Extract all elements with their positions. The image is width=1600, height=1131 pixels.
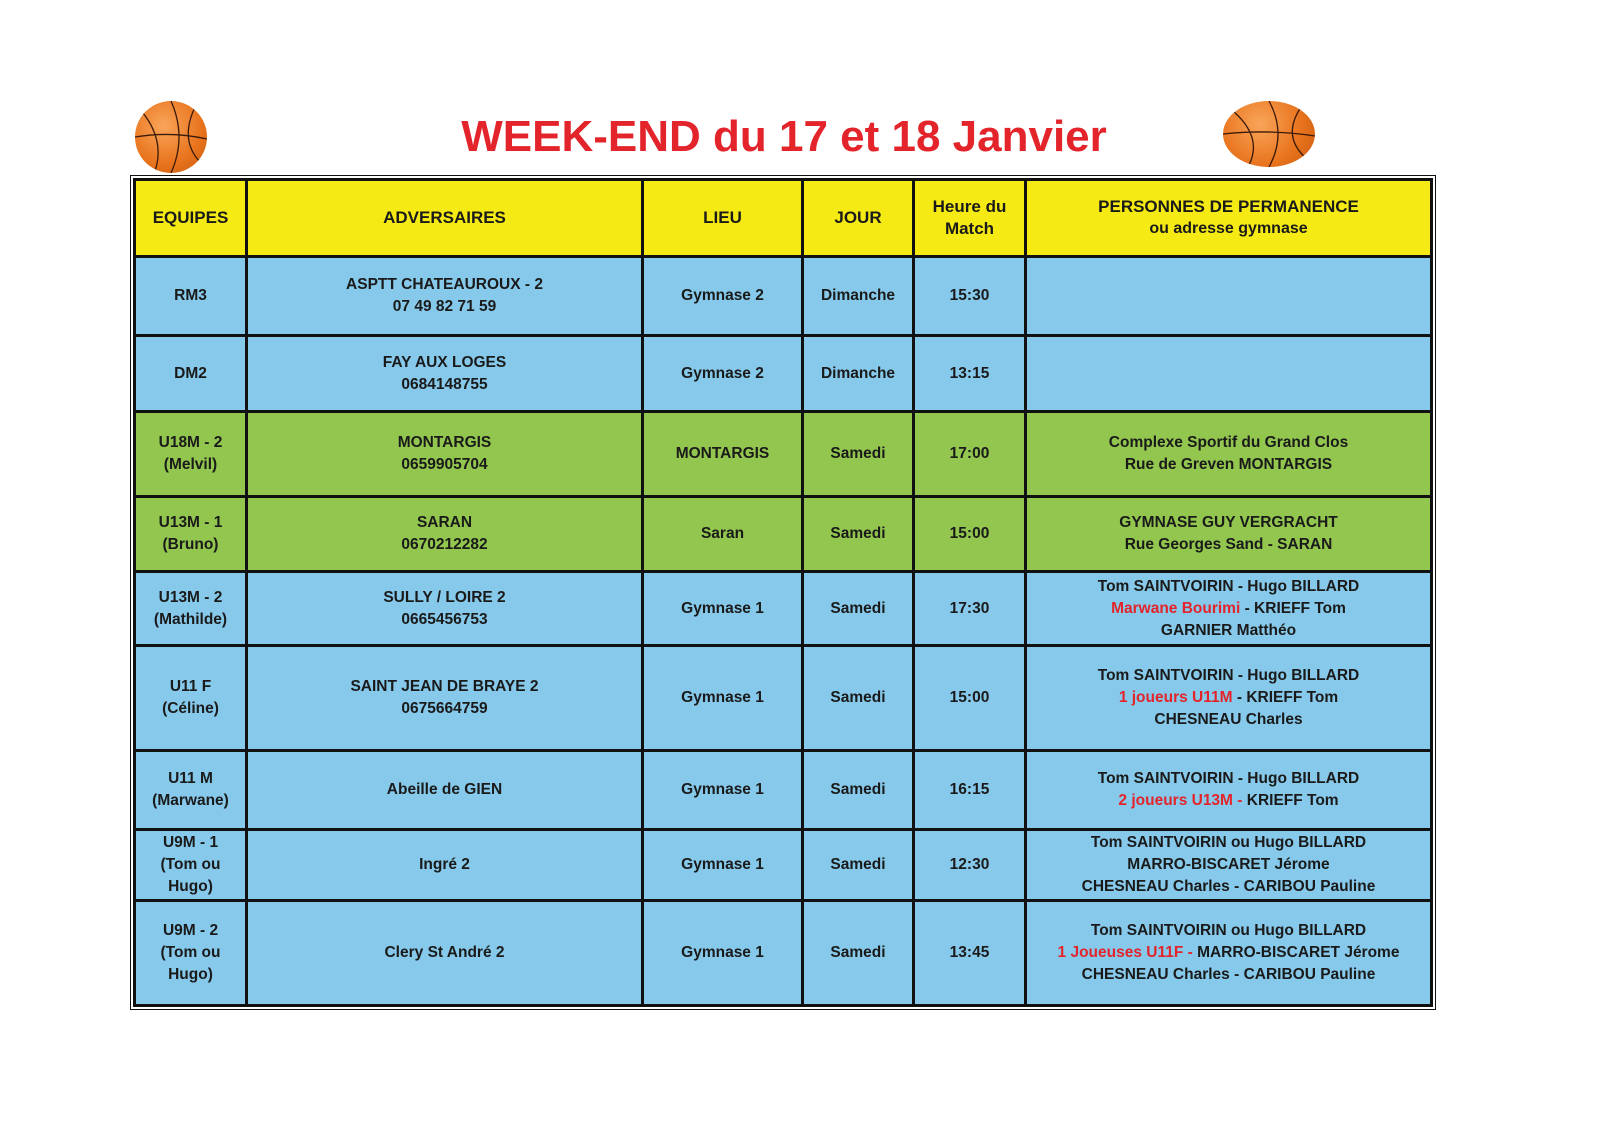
cell-lieu: Gymnase 1 [643, 646, 803, 751]
name-text: MARRO-BISCARET Jérome [1197, 944, 1400, 961]
equipe-line: U9M - 1 [162, 834, 219, 851]
cell-jour: Samedi [803, 497, 914, 572]
name-text: MARRO-BISCARET Jérome [1127, 856, 1330, 873]
header-heure-line: Heure du [932, 197, 1007, 216]
cell-adversaire [247, 572, 643, 646]
name-text: Tom SAINTVOIRIN - Hugo BILLARD [1097, 577, 1360, 595]
cell-heure: 15:30 [914, 257, 1026, 336]
adversaire-line: MONTARGIS [397, 434, 492, 451]
cell-permanence [1026, 751, 1432, 830]
equipe-line: U13M - 2 [158, 588, 223, 606]
header-permanence-line: PERSONNES DE PERMANENCE [1098, 197, 1359, 216]
equipe-line: (Marwane) [152, 792, 229, 809]
cell-permanence [1026, 830, 1432, 901]
cell-heure: 15:00 [914, 646, 1026, 751]
cell-adversaire [247, 751, 643, 830]
cell-jour: Samedi [803, 646, 914, 751]
adversaire-line: SARAN [416, 514, 473, 531]
cell-heure: 15:00 [914, 497, 1026, 572]
header-adversaires: ADVERSAIRES [247, 180, 643, 257]
permanence-line [1031, 687, 1426, 709]
permanence-line [1031, 832, 1426, 854]
cell-permanence [1026, 646, 1432, 751]
header-heure-line: Match [944, 219, 995, 238]
table-row [135, 901, 1432, 1006]
cell-jour: Dimanche [803, 336, 914, 412]
cell-equipe [135, 901, 247, 1006]
cell-equipe [135, 751, 247, 830]
table-row [135, 646, 1432, 751]
cell-lieu: MONTARGIS [643, 412, 803, 497]
cell-equipe [135, 646, 247, 751]
cell-permanence [1026, 257, 1432, 336]
permanence-line [1031, 790, 1426, 812]
cell-jour: Samedi [803, 830, 914, 901]
cell-permanence [1026, 412, 1432, 497]
table-row [135, 497, 1432, 572]
cell-equipe [135, 412, 247, 497]
cell-permanence [1026, 901, 1432, 1006]
cell-jour: Samedi [803, 412, 914, 497]
name-text: Tom SAINTVOIRIN ou Hugo BILLARD [1090, 922, 1367, 939]
adversaire-line: 0665456753 [401, 610, 488, 628]
adversaire-line: 0675664759 [401, 700, 488, 717]
permanence-line [1031, 920, 1426, 942]
name-text: GYMNASE GUY VERGRACHT [1119, 514, 1338, 531]
highlighted-name: Marwane Bourimi [1111, 599, 1241, 617]
name-text: - KRIEFF Tom [1232, 689, 1339, 706]
permanence-line [1031, 942, 1426, 964]
cell-jour: Dimanche [803, 257, 914, 336]
equipe-line: U18M - 2 [158, 434, 223, 451]
equipe-line: (Bruno) [162, 536, 219, 553]
equipe-line: U11 F [169, 678, 212, 695]
adversaire-line: 0684148755 [401, 375, 488, 393]
name-text: Rue Georges Sand - SARAN [1124, 536, 1333, 553]
name-text: KRIEFF Tom [1246, 792, 1339, 809]
name-text: Tom SAINTVOIRIN - Hugo BILLARD [1097, 770, 1360, 787]
adversaire-line: FAY AUX LOGES [382, 353, 507, 371]
equipe-line: (Mathilde) [153, 610, 228, 628]
highlighted-name: 1 joueurs U11M [1118, 689, 1233, 706]
name-text: Rue de Greven MONTARGIS [1124, 456, 1333, 473]
adversaire-line: Abeille de GIEN [386, 781, 503, 798]
equipe-line: (Céline) [162, 700, 219, 717]
cell-heure: 16:15 [914, 751, 1026, 830]
table-row [135, 572, 1432, 646]
permanence-line [1031, 854, 1426, 876]
schedule-table [133, 178, 1433, 1007]
table-header-row [135, 180, 1432, 257]
cell-adversaire [247, 830, 643, 901]
table-row [135, 830, 1432, 901]
cell-lieu: Gymnase 2 [643, 336, 803, 412]
name-text: CHESNEAU Charles [1154, 711, 1303, 728]
name-text: Complexe Sportif du Grand Clos [1108, 434, 1349, 451]
table-row [135, 257, 1432, 336]
name-text: Tom SAINTVOIRIN ou Hugo BILLARD [1090, 834, 1367, 851]
adversaire-line: SULLY / LOIRE 2 [383, 588, 506, 606]
cell-equipe [135, 497, 247, 572]
header-jour: JOUR [803, 180, 914, 257]
permanence-line [1031, 620, 1426, 642]
cell-jour: Samedi [803, 572, 914, 646]
header-lieu: LIEU [643, 180, 803, 257]
cell-lieu: Saran [643, 497, 803, 572]
cell-lieu: Gymnase 1 [643, 830, 803, 901]
cell-heure: 17:30 [914, 572, 1026, 646]
equipe-line: (Tom ou [160, 944, 221, 961]
cell-lieu: Gymnase 1 [643, 751, 803, 830]
name-text: CHESNEAU Charles - CARIBOU Pauline [1081, 966, 1376, 983]
table-row [135, 412, 1432, 497]
cell-heure: 17:00 [914, 412, 1026, 497]
cell-adversaire [247, 412, 643, 497]
equipe-line: U11 M [168, 770, 213, 787]
adversaire-line: ASPTT CHATEAUROUX - 2 [346, 276, 543, 293]
adversaire-line: 0670212282 [401, 536, 488, 553]
header-equipes: EQUIPES [135, 180, 247, 257]
adversaire-line: SAINT JEAN DE BRAYE 2 [350, 678, 539, 695]
header-heure [914, 180, 1026, 257]
cell-heure: 13:15 [914, 336, 1026, 412]
permanence-line [1031, 576, 1426, 598]
permanence-line [1031, 454, 1426, 476]
permanence-line [1031, 964, 1426, 986]
adversaire-line: 07 49 82 71 59 [392, 298, 497, 315]
name-text: CHESNEAU Charles - CARIBOU Pauline [1081, 878, 1376, 895]
equipe-line: U9M - 2 [162, 922, 219, 939]
equipe-line: (Tom ou [160, 856, 221, 873]
cell-lieu: Gymnase 1 [643, 572, 803, 646]
name-text: GARNIER Matthéo [1160, 621, 1297, 639]
cell-adversaire [247, 901, 643, 1006]
cell-jour: Samedi [803, 751, 914, 830]
equipe-line: U13M - 1 [158, 514, 223, 531]
permanence-line [1031, 512, 1426, 534]
permanence-line [1031, 534, 1426, 556]
permanence-line [1031, 876, 1426, 898]
table-row [135, 336, 1432, 412]
highlighted-name: 2 joueurs U13M - [1118, 792, 1247, 809]
permanence-line [1031, 709, 1426, 731]
header-permanence [1026, 180, 1432, 257]
highlighted-name: 1 Joueuses U11F - [1057, 944, 1198, 961]
equipe-line: (Melvil) [163, 456, 218, 473]
name-text: - KRIEFF Tom [1240, 599, 1346, 617]
cell-equipe [135, 257, 247, 336]
adversaire-line: Clery St André 2 [384, 944, 505, 961]
adversaire-line: 0659905704 [401, 456, 488, 473]
permanence-line [1031, 432, 1426, 454]
permanence-line [1031, 598, 1426, 620]
cell-adversaire [247, 257, 643, 336]
cell-equipe [135, 830, 247, 901]
permanence-line [1031, 665, 1426, 687]
cell-jour: Samedi [803, 901, 914, 1006]
equipe-line: Hugo) [168, 966, 213, 983]
cell-permanence [1026, 572, 1432, 646]
cell-heure: 12:30 [914, 830, 1026, 901]
permanence-line [1031, 768, 1426, 790]
name-text: Tom SAINTVOIRIN - Hugo BILLARD [1097, 667, 1360, 684]
header-permanence-line: ou adresse gymnase [1149, 220, 1308, 237]
cell-lieu: Gymnase 1 [643, 901, 803, 1006]
page-title: WEEK-END du 17 et 18 Janvier [461, 112, 1107, 161]
table-row [135, 751, 1432, 830]
cell-lieu: Gymnase 2 [643, 257, 803, 336]
cell-adversaire [247, 646, 643, 751]
adversaire-line: Ingré 2 [419, 856, 470, 873]
cell-equipe [135, 572, 247, 646]
equipe-line: RM3 [174, 287, 207, 304]
equipe-line: Hugo) [168, 878, 213, 895]
equipe-line: DM2 [174, 364, 207, 382]
cell-heure: 13:45 [914, 901, 1026, 1006]
cell-permanence [1026, 336, 1432, 412]
cell-equipe [135, 336, 247, 412]
cell-permanence [1026, 497, 1432, 572]
cell-adversaire [247, 336, 643, 412]
cell-adversaire [247, 497, 643, 572]
